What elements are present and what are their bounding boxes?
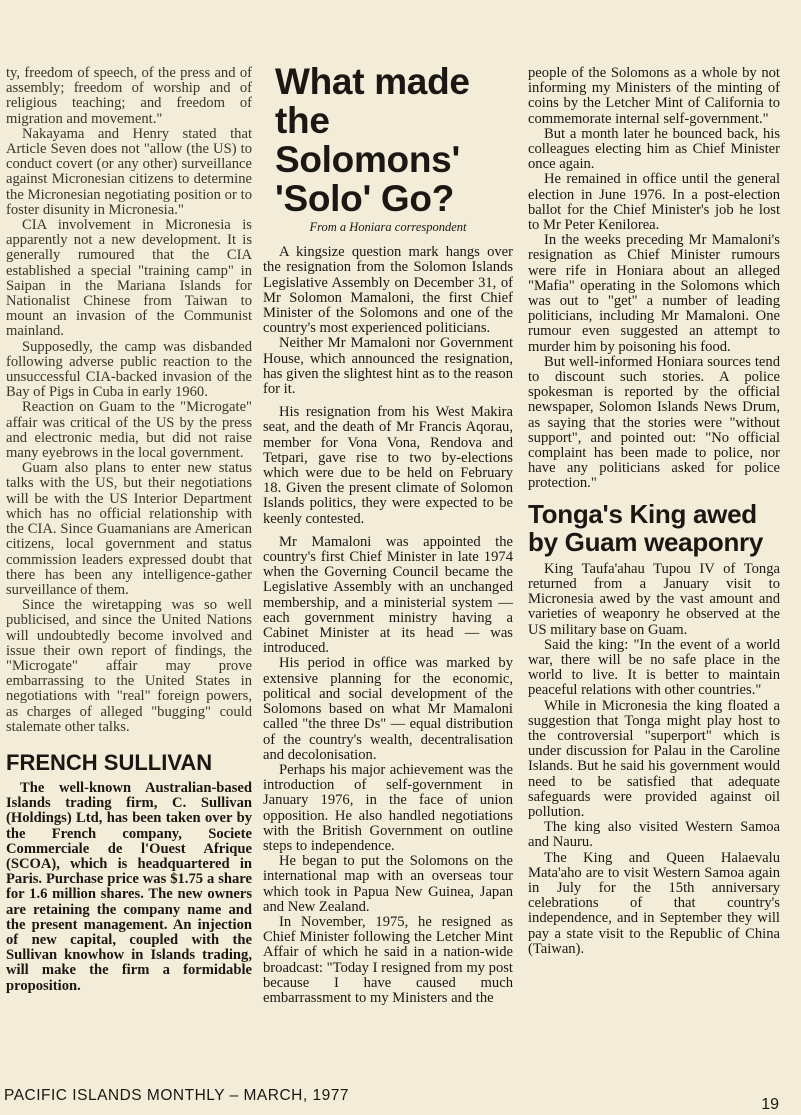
article-paragraph: CIA involvement in Micronesia is apparently not a new development. It is generally rumoured that the CIA established a special "training camp" in Saipan in the Mariana Islands for Nationalist Chinese from Taiwan to mount an invasion of the Communist mainland. (6, 217, 252, 340)
article-paragraph: The King and Queen Halaevalu Mata'aho are to visit Western Samoa again in July for the 15th anniversary celebrations of that country's independence, and in September they will pay a state visit to the Republic of China (Taiwan). (528, 849, 780, 957)
article-paragraph: Neither Mr Mamaloni nor Government House, which announced the resignation, has given the slightest hint as to the reason for it. (263, 335, 513, 398)
article-paragraph: people of the Solomons as a whole by not informing my Ministers of the minting of coins by the Letcher Mint of California to commemorate internal self-government." (528, 65, 780, 127)
column-left (6, 66, 252, 994)
french-sullivan-text: The well-known Australian-based Islands trading firm, C. Sullivan (Holdings) Ltd, has been taken over by the French company, Societe Commerciale de l'Ouest Afrique (SCOA), which is headquartered in Paris. Purchase price was $1.75 a share for 1.6 million shares. The new owners are retaining the company name and the present management. An injection of new capital, coupled with the Sullivan knowhow in Islands trading, will make the firm a formidable proposition. (6, 779, 252, 994)
column-right (528, 66, 780, 957)
article-paragraph: Perhaps his major achievement was the introduction of self-government in January 1976, in the face of union opposition. He also handled negotiations with the British Government on outline steps to independence. (263, 761, 513, 854)
article-paragraph: Since the wiretapping was so well publicised, and since the United Nations will undoubtedly become involved and issue their own report of findings, the "Microgate" affair may prove embarrassing to the United States in negotiations with "real" foreign powers, as charges of alleged "bugging" could stalemate other talks. (6, 597, 252, 735)
french-sullivan-heading: FRENCH SULLIVAN (6, 749, 213, 775)
page-number: 19 (761, 1096, 779, 1113)
article-paragraph: In the weeks preceding Mr Mamaloni's resignation as Chief Minister rumours were rife in Honiara about an alleged "Mafia" operating in the Solomons which was out to "get" a number of leading politicians, including Mr Mamaloni. One rumour even suggested an attempt to murder him by poisoning his food. (528, 232, 780, 355)
article-paragraph: His resignation from his West Makira seat, and the death of Mr Francis Aqorau, member for Vona Vona, Rendova and Tetpari, gave rise to two by-elections which were due to be held on February 18. Given the present climate of Solomon Islands politics, they were expected to be keenly contested. (263, 404, 513, 527)
article-paragraph: Mr Mamaloni was appointed the country's first Chief Minister in late 1974 when the Governing Council became the Legislative Assembly with an unchanged membership, and a ministerial system — each government ministry having a Cabinet Minister at its head — was introduced. (263, 533, 513, 657)
solomons-headline: What made the Solomons' 'Solo' Go? (275, 61, 470, 219)
article-paragraph: Nakayama and Henry stated that Article Seven does not "allow (the US) to conduct covert (or any other) surveillance against Micronesian citizens to determine the Micronesian negotiating position or to foster disunity in Micronesia." (6, 125, 252, 218)
article-paragraph: Guam also plans to enter new status talks with the US, but their negotiations will be with the US Interior Department which has no official relationship with the CIA. Since Guamanians are American citizens, local government and status commission leaders expressed doubt that there has been any intelligence-gather surveillance of them. (6, 460, 252, 598)
article-paragraph: A kingsize question mark hangs over the resignation from the Solomon Islands Legislative Assembly on December 31, of Mr Solomon Mamaloni, the first Chief Minister of the Solomons and one of the country's most experienced politicians. (263, 244, 513, 337)
tonga-headline: Tonga's King awed by Guam weaponry (528, 498, 764, 557)
article-paragraph: He began to put the Solomons on the international map with an overseas tour which took in Papua New Guinea, Japan and New Zealand. (263, 853, 513, 915)
article-paragraph: Said the king: "In the event of a world war, there will be no safe place in the world to live. It is better to maintain peaceful relations with other countries." (528, 636, 780, 699)
article-paragraph: Reaction on Guam to the "Microgate" affair was critical of the US by the press and electronic media, but did not raise many eyebrows in the local government. (6, 399, 252, 462)
article-paragraph: But a month later he bounced back, his colleagues electing him as Chief Minister once again. (528, 125, 780, 173)
article-paragraph: He remained in office until the general election in June 1976. In a post-election ballot for the Chief Minister's job he lost to Mr Peter Kenilorea. (528, 171, 780, 234)
article-paragraph: While in Micronesia the king floated a suggestion that Tonga might play host to the controversial "superport" which is under discussion for Palau in the Caroline Islands. But he said his government would need to be satisfied that adequate safeguards were provided against oil pollution. (528, 697, 780, 820)
article-paragraph: But well-informed Honiara sources tend to discount such stories. A police spokesman is reported by the official newspaper, Solomon Islands News Drum, as saying that the stories were "without support", and pointed out: "No official complaint has been made to police, nor have any politicians asked for police protection." (528, 353, 780, 492)
article-paragraph: Supposedly, the camp was disbanded following adverse public reaction to the unsuccessful CIA-backed invasion of the Bay of Pigs in Cuba in early 1960. (6, 338, 252, 401)
article-paragraph: The king also visited Western Samoa and Nauru. (528, 819, 780, 851)
article-paragraph: ty, freedom of speech, of the press and of assembly; freedom of worship and of religious teaching; and freedom of migration and movement." (6, 65, 252, 127)
byline: From a Honiara correspondent (309, 220, 467, 234)
french-sullivan-article (6, 781, 252, 994)
article-paragraph: King Taufa'ahau Tupou IV of Tonga returned from a January visit to Micronesia awed by the vast amount and varieties of weaponry he observed at the US military base on Guam. (528, 560, 780, 638)
column-middle (263, 62, 513, 1006)
publication-footer: PACIFIC ISLANDS MONTHLY – MARCH, 1977 (4, 1087, 349, 1104)
article-paragraph: In November, 1975, he resigned as Chief Minister following the Letcher Mint Affair of which he said in a nation-wide broadcast: "Today I resigned from my post because I have caused much embarrassment to my Ministers and the (263, 913, 513, 1006)
article-paragraph: His period in office was marked by extensive planning for the economic, political and social development of the Solomons based on what Mr Mamaloni called "the three Ds" — equal distribution of the country's wealth, decentralisation and decolonisation. (263, 655, 513, 763)
